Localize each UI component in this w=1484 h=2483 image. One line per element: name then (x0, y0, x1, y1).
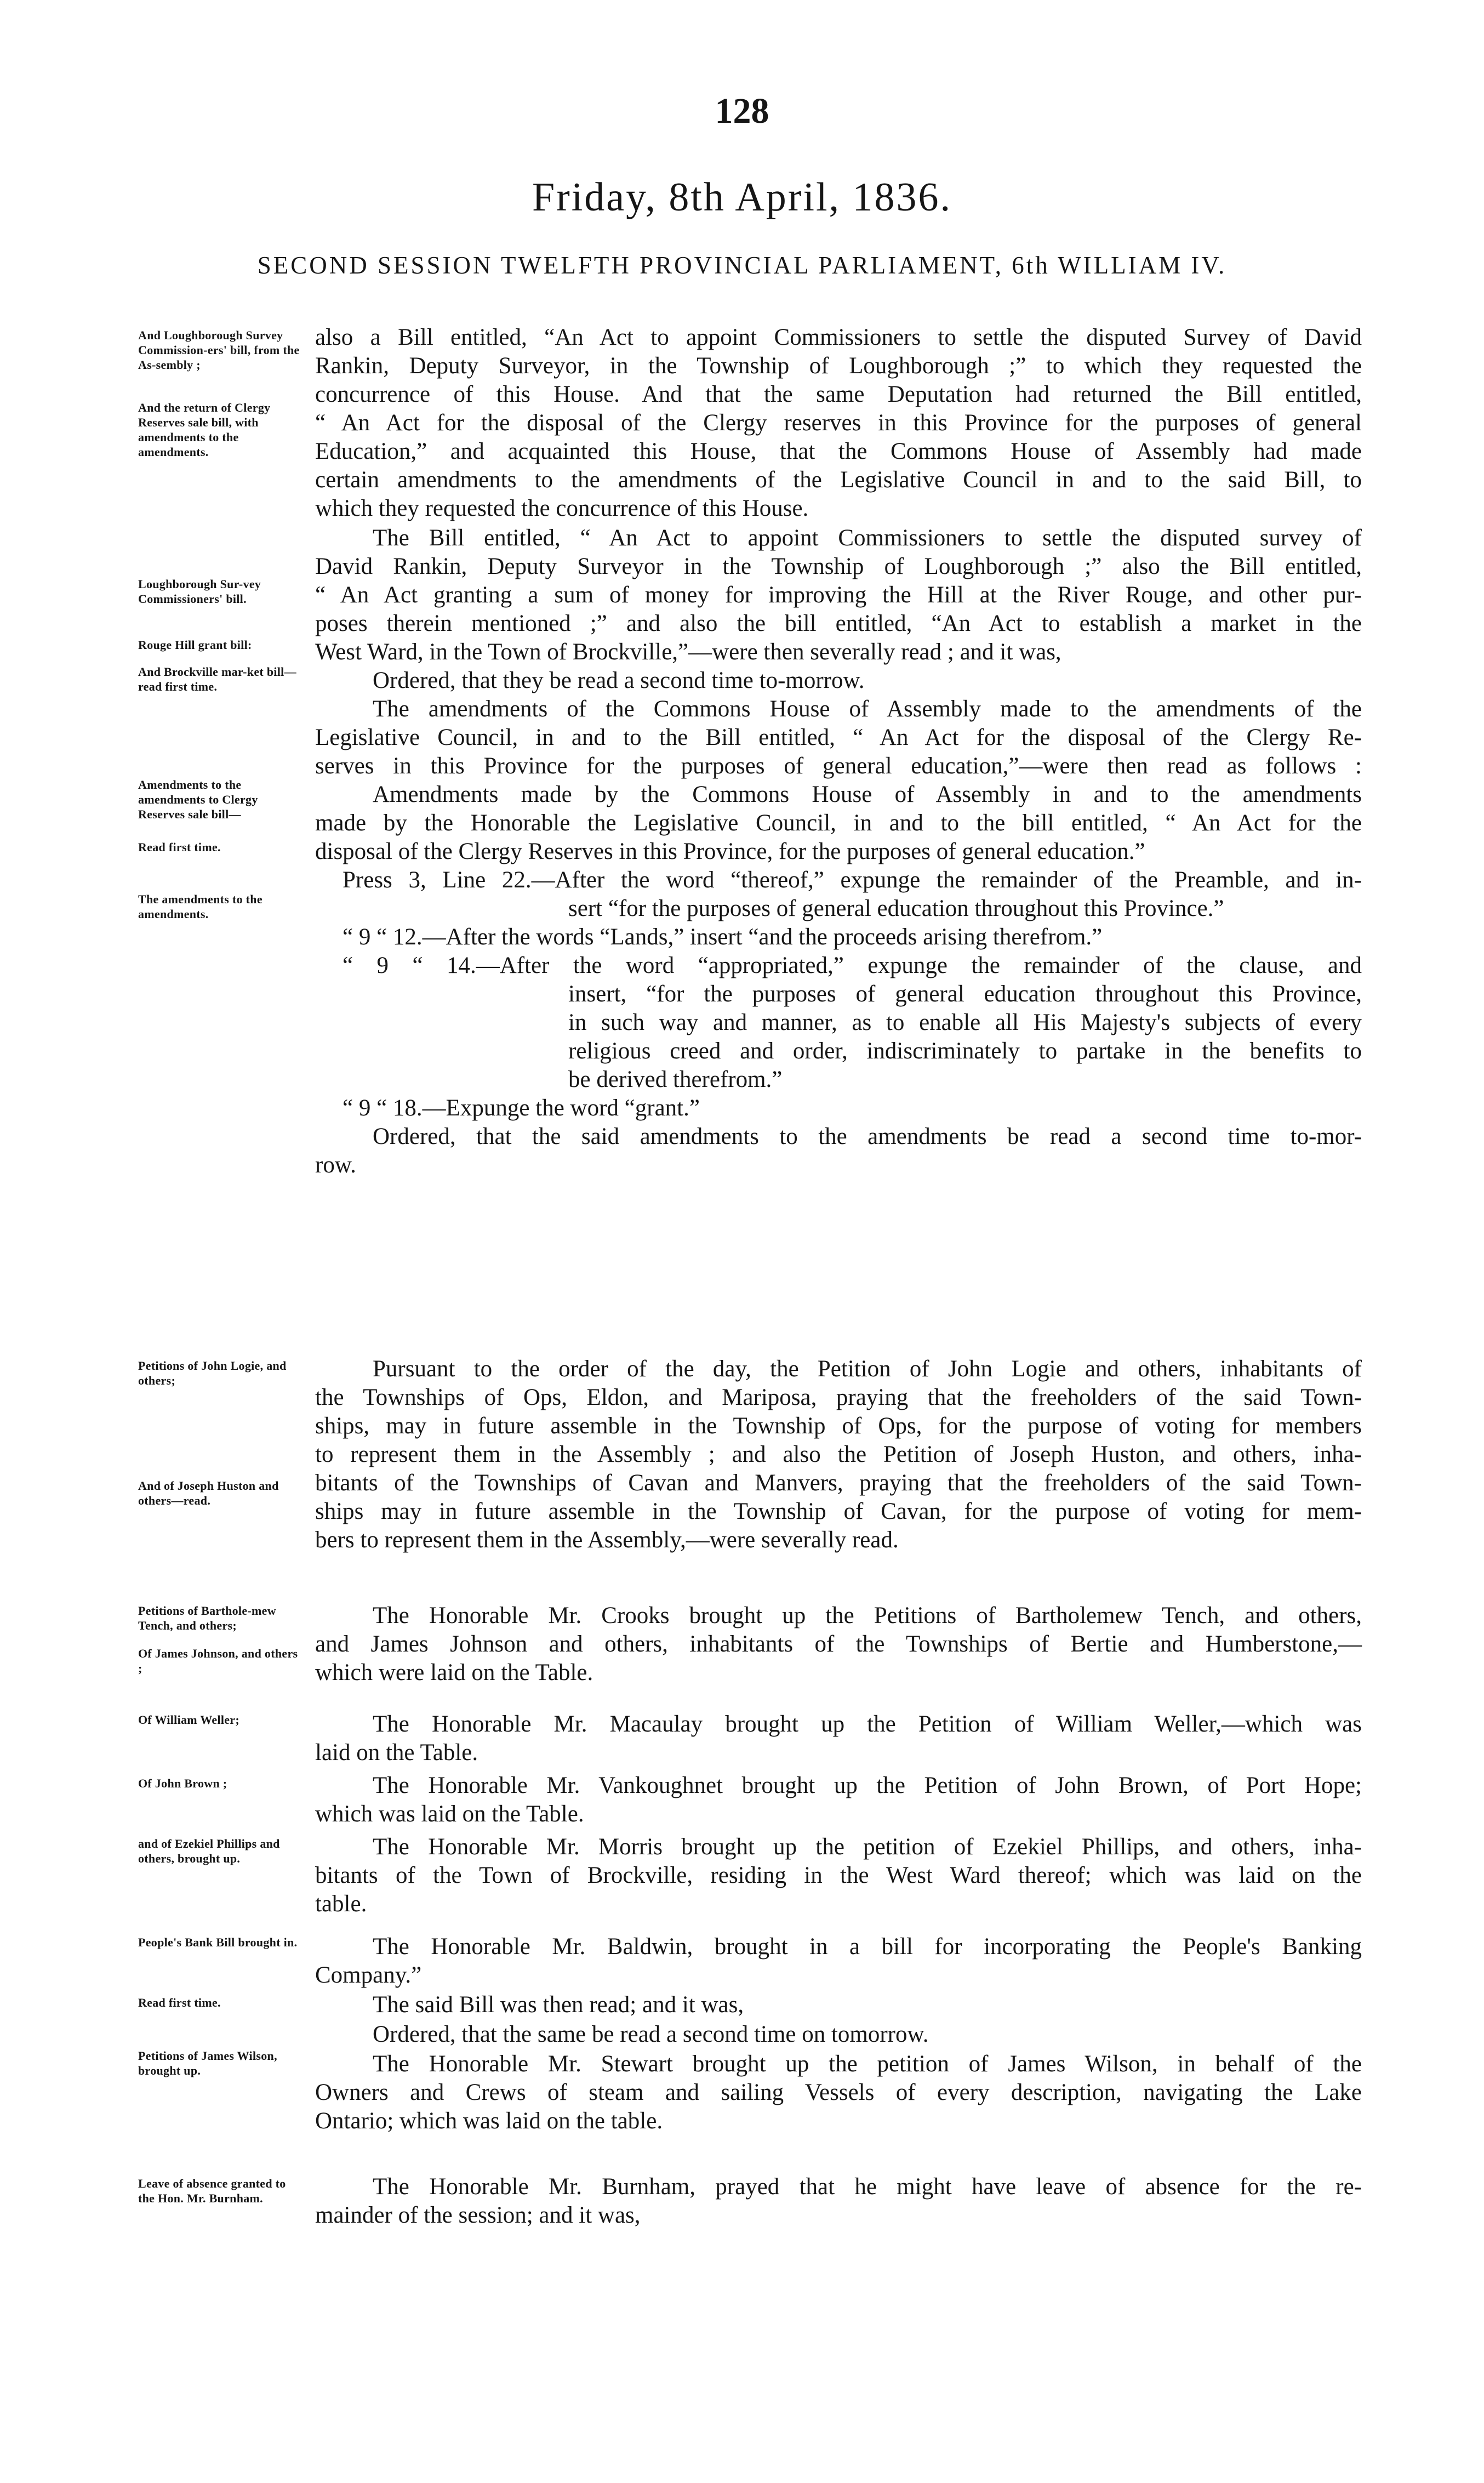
body-line: The Honorable Mr. Crooks brought up the Petitions of Bartholemew Tench, and others, (373, 1603, 1362, 1628)
body-line: The Honorable Mr. Stewart brought up the petition of James Wilson, in behalf of the (373, 2051, 1362, 2077)
body-line: The amendments of the Commons House of Assembly made to the amendments of the (373, 696, 1362, 722)
body-line: also a Bill entitled, “An Act to appoint Commissioners to settle the disputed Survey of David (315, 324, 1362, 350)
body-line: bers to represent them in the Assembly,—were severally read. (315, 1527, 899, 1553)
body-line: Pursuant to the order of the day, the Petition of John Logie and others, inhabitants of (373, 1356, 1362, 1382)
margin-note: Read first time. (138, 1996, 221, 2009)
body-line: Ordered, that the same be read a second time on tomorrow. (373, 2021, 929, 2047)
body-line: “ 9 “ 12.—After the words “Lands,” insert “and the proceeds arising therefrom.” (343, 924, 1103, 950)
margin-note: Read first time. (138, 840, 221, 854)
margin-note: Loughborough Sur-vey Commissioners' bill. (138, 577, 261, 606)
body-line: The Honorable Mr. Morris brought up the petition of Ezekiel Phillips, and others, inha- (373, 1834, 1362, 1860)
body-line: Press 3, Line 22.—After the word “thereof,” expunge the remainder of the Preamble, and in- (343, 867, 1362, 893)
body-line: The Honorable Mr. Vankoughnet brought up the Petition of John Brown, of Port Hope; (373, 1773, 1362, 1798)
body-line: ships, may in future assemble in the Township of Ops, for the purpose of voting for members (315, 1413, 1362, 1439)
body-line: bitants of the Town of Brockville, residing in the West Ward thereof; which was laid on the (315, 1863, 1362, 1888)
margin-note: Petitions of John Logie, and others; (138, 1359, 287, 1387)
body-line: bitants of the Townships of Cavan and Manvers, praying that the freeholders of the said Town- (315, 1470, 1362, 1496)
body-line: which they requested the concurrence of this House. (315, 496, 809, 521)
body-line: Company.” (315, 1962, 422, 1988)
margin-note: And Loughborough Survey Commission-ers' bill, from the As-sembly ; (138, 328, 300, 372)
margin-note: and of Ezekiel Phillips and others, brought up. (138, 1837, 280, 1865)
margin-note: And Brockville mar-ket bill—read first time. (138, 665, 296, 693)
margin-note: Leave of absence granted to the Hon. Mr. Burnham. (138, 2177, 286, 2205)
body-line: The Honorable Mr. Macaulay brought up the Petition of William Weller,—which was (373, 1711, 1362, 1737)
body-line: disposal of the Clergy Reserves in this Province, for the purposes of general education.” (315, 839, 1145, 864)
body-line: West Ward, in the Town of Brockville,”—were then severally read ; and it was, (315, 639, 1061, 665)
body-line: certain amendments to the amendments of the Legislative Council in and to the said Bill, to (315, 467, 1362, 493)
body-line: made by the Honorable the Legislative Council, in and to the bill entitled, “ An Act for the (315, 810, 1362, 836)
body-line: Ordered, that the said amendments to the amendments be read a second time to-mor- (373, 1124, 1362, 1149)
margin-note: Amendments to the amendments to Clergy Reserves sale bill— (138, 778, 258, 821)
body-line: table. (315, 1891, 367, 1917)
body-line: Education,” and acquainted this House, that the Commons House of Assembly had made (315, 438, 1362, 464)
body-line: poses therein mentioned ;” and also the bill entitled, “An Act to establish a market in the (315, 611, 1362, 636)
body-line: The Honorable Mr. Burnham, prayed that he might have leave of absence for the re- (373, 2174, 1362, 2200)
body-line: serves in this Province for the purposes of general education,”—were then read as follows : (315, 753, 1362, 779)
body-line: “ 9 “ 14.—After the word “appropriated,” expunge the remainder of the clause, and (343, 953, 1362, 978)
margin-note: People's Bank Bill brought in. (138, 1935, 298, 1949)
body-line: David Rankin, Deputy Surveyor in the Township of Loughborough ;” also the Bill entitled, (315, 554, 1362, 579)
body-line: laid on the Table. (315, 1740, 478, 1766)
body-line: ships may in future assemble in the Township of Cavan, for the purpose of voting for mem- (315, 1499, 1362, 1524)
body-line: Owners and Crews of steam and sailing Vessels of every description, navigating the Lake (315, 2080, 1362, 2105)
margin-note: Petitions of James Wilson, brought up. (138, 2049, 277, 2077)
margin-note: Of James Johnson, and others ; (138, 1647, 298, 1675)
body-line: The Bill entitled, “ An Act to appoint Commissioners to settle the disputed survey of (373, 525, 1362, 551)
body-line: “ 9 “ 18.—Expunge the word “grant.” (343, 1095, 700, 1121)
body-line: Rankin, Deputy Surveyor, in the Township of Loughborough ;” to which they requested the (315, 353, 1362, 379)
margin-note: Of John Brown ; (138, 1776, 227, 1790)
body-line: Ontario; which was laid on the table. (315, 2108, 663, 2134)
body-line: The said Bill was then read; and it was, (373, 1992, 744, 2018)
body-line: in such way and manner, as to enable all His Majesty's subjects of every (568, 1010, 1362, 1035)
margin-note: Petitions of Barthole-mew Tench, and others; (138, 1604, 276, 1632)
body-line: to represent them in the Assembly ; and also the Petition of Joseph Huston, and others, inha- (315, 1442, 1362, 1467)
body-line: concurrence of this House. And that the same Deputation had returned the Bill entitled, (315, 381, 1362, 407)
body-line: be derived therefrom.” (568, 1067, 783, 1092)
body-line: the Townships of Ops, Eldon, and Mariposa, praying that the freeholders of the said Town- (315, 1385, 1362, 1410)
body-line: and James Johnson and others, inhabitants of the Townships of Bertie and Humberstone,— (315, 1631, 1362, 1657)
body-line: “ An Act for the disposal of the Clergy reserves in this Province for the purposes of general (315, 410, 1362, 436)
body-line: Ordered, that they be read a second time to-morrow. (373, 668, 865, 693)
body-line: sert “for the purposes of general education throughout this Province.” (568, 896, 1224, 921)
body-line: which was laid on the Table. (315, 1801, 584, 1827)
body-line: which were laid on the Table. (315, 1660, 593, 1685)
body-line: “ An Act granting a sum of money for improving the Hill at the River Rouge, and other pur- (315, 582, 1362, 608)
session-heading: SECOND SESSION TWELFTH PROVINCIAL PARLIAMENT, 6th WILLIAM IV. (257, 252, 1227, 279)
body-line: Amendments made by the Commons House of Assembly in and to the amendments (373, 782, 1362, 807)
body-line: mainder of the session; and it was, (315, 2202, 641, 2228)
margin-note: The amendments to the amendments. (138, 892, 262, 921)
page-date-heading: Friday, 8th April, 1836. (532, 175, 952, 220)
body-line: The Honorable Mr. Baldwin, brought in a bill for incorporating the People's Banking (373, 1934, 1362, 1960)
margin-note: And the return of Clergy Reserves sale bill, with amendments to the amendments. (138, 401, 271, 459)
margin-note: Rouge Hill grant bill: (138, 638, 252, 652)
page-number: 128 (715, 91, 769, 131)
body-line: religious creed and order, indiscriminately to partake in the benefits to (568, 1038, 1362, 1064)
body-line: row. (315, 1152, 356, 1178)
margin-note: Of William Weller; (138, 1713, 240, 1727)
body-line: insert, “for the purposes of general education throughout this Province, (568, 981, 1362, 1007)
body-line: Legislative Council, in and to the Bill entitled, “ An Act for the disposal of the Clergy Re- (315, 725, 1362, 750)
margin-note: And of Joseph Huston and others—read. (138, 1479, 279, 1507)
